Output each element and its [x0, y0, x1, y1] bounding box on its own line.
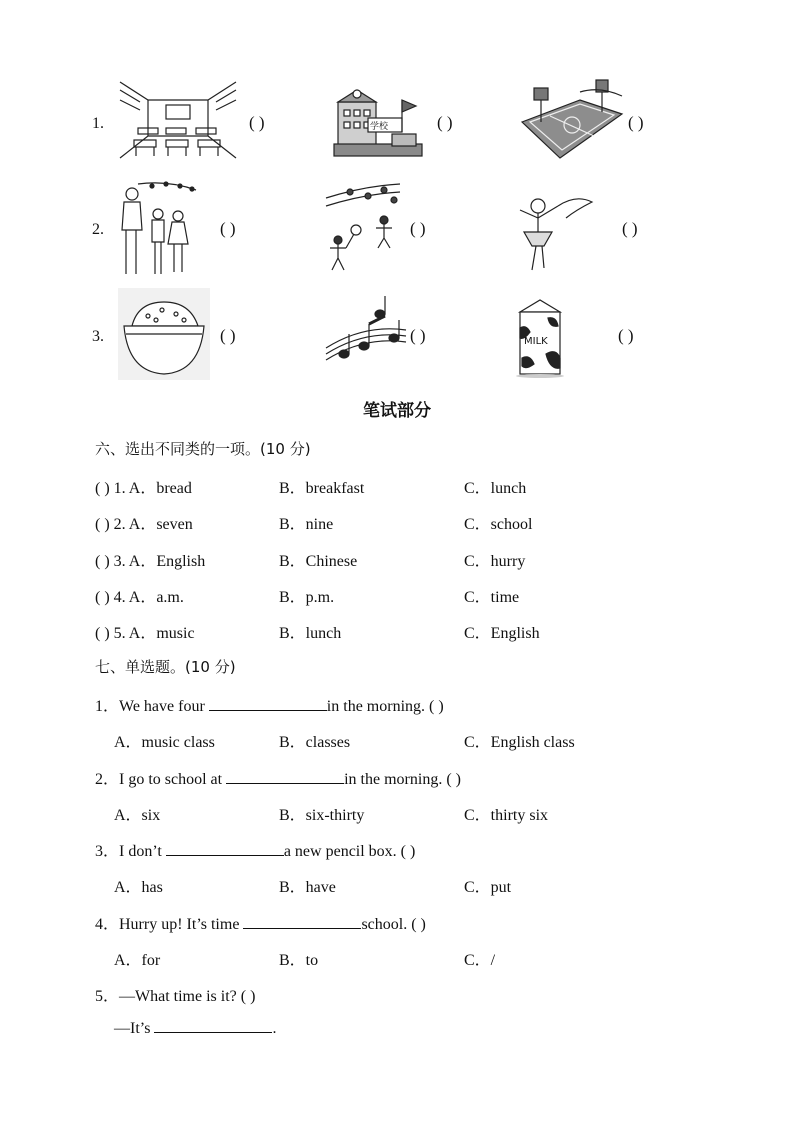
s7-q1-option-b: B．classes: [279, 734, 351, 751]
s6-item-1-b: B．breakfast: [279, 480, 365, 497]
question-text: —It’s: [114, 1020, 155, 1037]
playground-icon: [520, 78, 624, 160]
s7-q3-option-b: B．have: [279, 879, 336, 896]
s6-item-5-b: B．lunch: [279, 625, 342, 642]
answer-bracket[interactable]: ( ): [410, 326, 426, 345]
milk-carton-icon: [512, 298, 568, 378]
question-text: 3．I don’t: [95, 843, 166, 860]
s7-q1-option-c: C．English class: [464, 734, 575, 751]
s7-q3-option-c: C．put: [464, 879, 512, 896]
s7-q2-option-c: C．thirty six: [464, 807, 549, 824]
answer-bracket[interactable]: ( ): [437, 113, 453, 132]
written-section-title: 笔试部分: [363, 401, 431, 421]
s6-item-5-c: C．English: [464, 625, 540, 642]
section7-heading: 七、单选题。(10 分): [95, 658, 236, 676]
school-sign: 学校: [370, 122, 389, 132]
answer-bracket[interactable]: ( ): [249, 113, 265, 132]
question-text-end: in the morning. ( ): [344, 771, 461, 788]
s7-q1-option-a: A．music class: [114, 734, 215, 751]
s6-item-4-prefix: ( ) 4. A．a.m.: [95, 589, 184, 606]
answer-blank[interactable]: [209, 696, 327, 711]
s6-item-5-prefix: ( ) 5. A．music: [95, 625, 195, 642]
answer-bracket[interactable]: ( ): [618, 326, 634, 345]
question-text: 4．Hurry up! It’s time: [95, 916, 244, 933]
s7-question-2: [95, 766, 461, 789]
s7-q4-option-a: A．for: [114, 952, 161, 969]
s7-question-3: [95, 838, 415, 861]
question-text: 1．We have four: [95, 698, 209, 715]
answer-bracket[interactable]: ( ): [410, 219, 426, 238]
answer-blank[interactable]: [166, 841, 284, 856]
s7-q2-option-a: A．six: [114, 807, 161, 824]
s6-item-2-c: C．school: [464, 516, 533, 533]
answer-blank[interactable]: [226, 769, 344, 784]
s6-item-4-c: C．time: [464, 589, 520, 606]
music-notes-icon: [324, 294, 408, 374]
s6-item-1-prefix: ( ) 1. A．bread: [95, 480, 192, 497]
row-number-1: 1.: [92, 115, 104, 132]
s6-item-4-b: B．p.m.: [279, 589, 335, 606]
rice-bowl-icon: [118, 288, 210, 380]
row-number-3: 3.: [92, 328, 104, 345]
s7-question-4: [95, 911, 426, 934]
s7-q4-option-c: C．/: [464, 952, 496, 969]
question-text-end: a new pencil box. ( ): [283, 843, 416, 860]
s6-item-3-b: B．Chinese: [279, 553, 358, 570]
classroom-icon: [118, 80, 238, 160]
s6-item-2-prefix: ( ) 2. A．seven: [95, 516, 193, 533]
answer-bracket[interactable]: ( ): [628, 113, 644, 132]
dance-icon: [510, 188, 594, 272]
s6-item-3-c: C．hurry: [464, 553, 526, 570]
row-number-2: 2.: [92, 221, 104, 238]
s7-q2-option-b: B．six-thirty: [279, 807, 365, 824]
s7-q3-option-a: A．has: [114, 879, 163, 896]
answer-blank[interactable]: [243, 914, 361, 929]
s6-item-1-c: C．lunch: [464, 480, 527, 497]
school-building-icon: [332, 80, 424, 158]
question-text-end: school. ( ): [361, 916, 426, 933]
s7-question-5-answer-line: [114, 1018, 276, 1038]
answer-bracket[interactable]: ( ): [622, 219, 638, 238]
s7-q4-option-b: B．to: [279, 952, 319, 969]
question-text-end: in the morning. ( ): [326, 698, 444, 715]
answer-bracket[interactable]: ( ): [220, 219, 236, 238]
section6-heading: 六、选出不同类的一项。(10 分): [95, 440, 311, 458]
question-text-end: .: [272, 1020, 277, 1037]
s7-question-5: 5．—What time is it? ( ): [95, 988, 256, 1005]
answer-blank[interactable]: [154, 1018, 272, 1033]
music-class-icon: [118, 180, 198, 278]
s7-question-1: [95, 693, 444, 716]
milk-label: MILK: [524, 336, 548, 347]
s6-item-2-b: B．nine: [279, 516, 334, 533]
question-text: 2．I go to school at: [95, 771, 227, 788]
pe-class-icon: [324, 182, 402, 276]
s6-item-3-prefix: ( ) 3. A．English: [95, 553, 206, 570]
answer-bracket[interactable]: ( ): [220, 326, 236, 345]
